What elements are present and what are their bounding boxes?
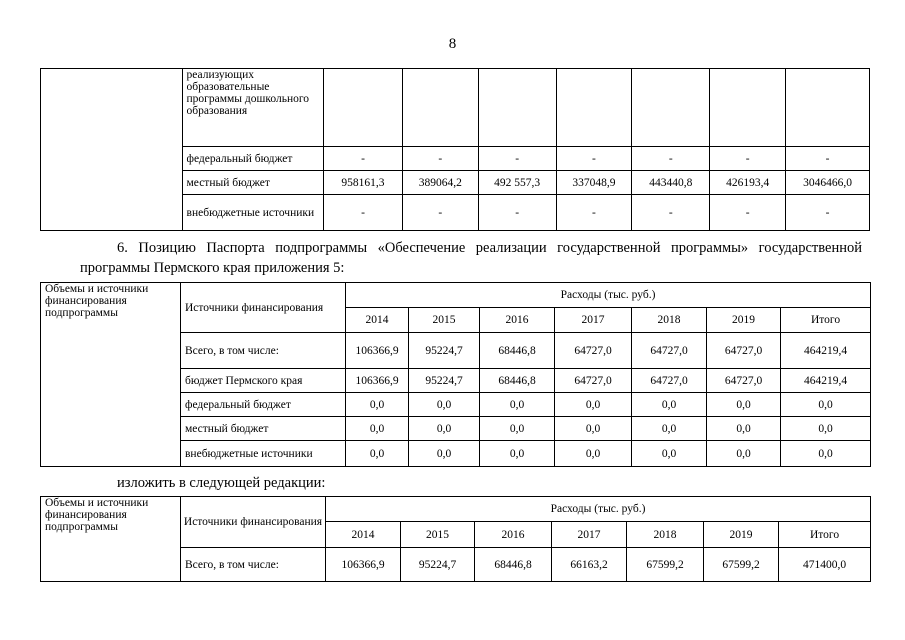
- value-cell: 426193,4: [710, 171, 786, 195]
- value-cell: -: [632, 195, 710, 231]
- value-cell: 0,0: [707, 393, 781, 417]
- year-header: 2015: [409, 308, 480, 333]
- page-number: 8: [448, 36, 457, 52]
- value-cell: [710, 69, 786, 147]
- value-cell: 0,0: [632, 441, 707, 467]
- new-financing-table: [40, 496, 871, 582]
- value-cell: 443440,8: [632, 171, 710, 195]
- value-cell: 95224,7: [409, 369, 480, 393]
- value-cell: 389064,2: [402, 171, 478, 195]
- value-cell: -: [402, 147, 478, 171]
- value-cell: 0,0: [555, 417, 632, 441]
- row-header: Объемы и источники финансирования подпрограммы: [41, 497, 181, 582]
- value-cell: 0,0: [346, 441, 409, 467]
- blank-cell: [41, 69, 183, 231]
- year-header: 2019: [704, 522, 779, 548]
- value-cell: -: [710, 147, 786, 171]
- value-cell: -: [478, 195, 556, 231]
- continuation-table: [40, 68, 870, 231]
- value-cell: 0,0: [632, 393, 707, 417]
- value-cell: 337048,9: [556, 171, 632, 195]
- year-header: 2018: [632, 308, 707, 333]
- value-cell: -: [632, 147, 710, 171]
- value-cell: [786, 69, 870, 147]
- year-header: 2015: [401, 522, 475, 548]
- value-cell: 0,0: [632, 417, 707, 441]
- source-label: Всего, в том числе:: [181, 548, 326, 582]
- value-cell: -: [402, 195, 478, 231]
- source-label: Всего, в том числе:: [181, 333, 346, 369]
- value-cell: [632, 69, 710, 147]
- sources-header: Источники финансирования: [181, 497, 326, 548]
- year-header: 2017: [555, 308, 632, 333]
- year-header: 2016: [480, 308, 555, 333]
- sources-header: Источники финансирования: [181, 283, 346, 333]
- value-cell: 64727,0: [707, 369, 781, 393]
- value-cell: 0,0: [480, 417, 555, 441]
- table-row: [41, 69, 870, 147]
- value-cell: 464219,4: [781, 369, 871, 393]
- value-cell: 0,0: [409, 393, 480, 417]
- value-cell: 0,0: [707, 441, 781, 467]
- source-label: бюджет Пермского края: [181, 369, 346, 393]
- value-cell: 64727,0: [555, 333, 632, 369]
- value-cell: 95224,7: [409, 333, 480, 369]
- value-cell: -: [324, 147, 403, 171]
- row-header: Объемы и источники финансирования подпрограммы: [41, 283, 181, 467]
- source-label: федеральный бюджет: [182, 147, 324, 171]
- source-label: внебюджетные источники: [182, 195, 324, 231]
- value-cell: 106366,9: [346, 369, 409, 393]
- value-cell: -: [556, 147, 632, 171]
- value-cell: 0,0: [707, 417, 781, 441]
- value-cell: -: [710, 195, 786, 231]
- value-cell: 958161,3: [324, 171, 403, 195]
- value-cell: 68446,8: [480, 333, 555, 369]
- value-cell: 0,0: [346, 393, 409, 417]
- value-cell: [402, 69, 478, 147]
- value-cell: 0,0: [409, 441, 480, 467]
- value-cell: 64727,0: [632, 333, 707, 369]
- value-cell: 68446,8: [475, 548, 552, 582]
- value-cell: 66163,2: [552, 548, 627, 582]
- year-header: 2017: [552, 522, 627, 548]
- current-financing-table: [40, 282, 871, 467]
- year-header: Итого: [779, 522, 871, 548]
- value-cell: 471400,0: [779, 548, 871, 582]
- value-cell: 464219,4: [781, 333, 871, 369]
- value-cell: -: [324, 195, 403, 231]
- value-cell: [324, 69, 403, 147]
- year-header: 2016: [475, 522, 552, 548]
- value-cell: -: [786, 195, 870, 231]
- value-cell: 68446,8: [480, 369, 555, 393]
- source-label: реализующих образовательные программы дошкольного образования: [182, 69, 324, 147]
- source-label: местный бюджет: [181, 417, 346, 441]
- value-cell: 0,0: [555, 441, 632, 467]
- value-cell: -: [478, 147, 556, 171]
- expenses-header: Расходы (тыс. руб.): [326, 497, 871, 522]
- source-label: федеральный бюджет: [181, 393, 346, 417]
- value-cell: 0,0: [781, 393, 871, 417]
- value-cell: 0,0: [480, 441, 555, 467]
- header-row: [41, 497, 871, 522]
- year-header: Итого: [781, 308, 871, 333]
- value-cell: -: [556, 195, 632, 231]
- value-cell: 67599,2: [627, 548, 704, 582]
- value-cell: 0,0: [480, 393, 555, 417]
- value-cell: 67599,2: [704, 548, 779, 582]
- value-cell: -: [786, 147, 870, 171]
- value-cell: 106366,9: [326, 548, 401, 582]
- year-header: 2014: [326, 522, 401, 548]
- value-cell: 3046466,0: [786, 171, 870, 195]
- header-row: [41, 283, 871, 308]
- value-cell: 0,0: [781, 441, 871, 467]
- year-header: 2019: [707, 308, 781, 333]
- value-cell: 0,0: [409, 417, 480, 441]
- source-label: местный бюджет: [182, 171, 324, 195]
- value-cell: 95224,7: [401, 548, 475, 582]
- replacement-paragraph: изложить в следующей редакции:: [117, 475, 326, 491]
- expenses-header: Расходы (тыс. руб.): [346, 283, 871, 308]
- value-cell: 106366,9: [346, 333, 409, 369]
- source-label: внебюджетные источники: [181, 441, 346, 467]
- value-cell: 64727,0: [555, 369, 632, 393]
- value-cell: 64727,0: [707, 333, 781, 369]
- value-cell: [556, 69, 632, 147]
- value-cell: 0,0: [781, 417, 871, 441]
- value-cell: 492 557,3: [478, 171, 556, 195]
- year-header: 2014: [346, 308, 409, 333]
- value-cell: 0,0: [346, 417, 409, 441]
- value-cell: [478, 69, 556, 147]
- value-cell: 64727,0: [632, 369, 707, 393]
- year-header: 2018: [627, 522, 704, 548]
- value-cell: 0,0: [555, 393, 632, 417]
- instruction-paragraph: 6. Позицию Паспорта подпрограммы «Обеспечение реализации государственной программы» государственной программы Пермского края приложения 5:: [80, 240, 862, 276]
